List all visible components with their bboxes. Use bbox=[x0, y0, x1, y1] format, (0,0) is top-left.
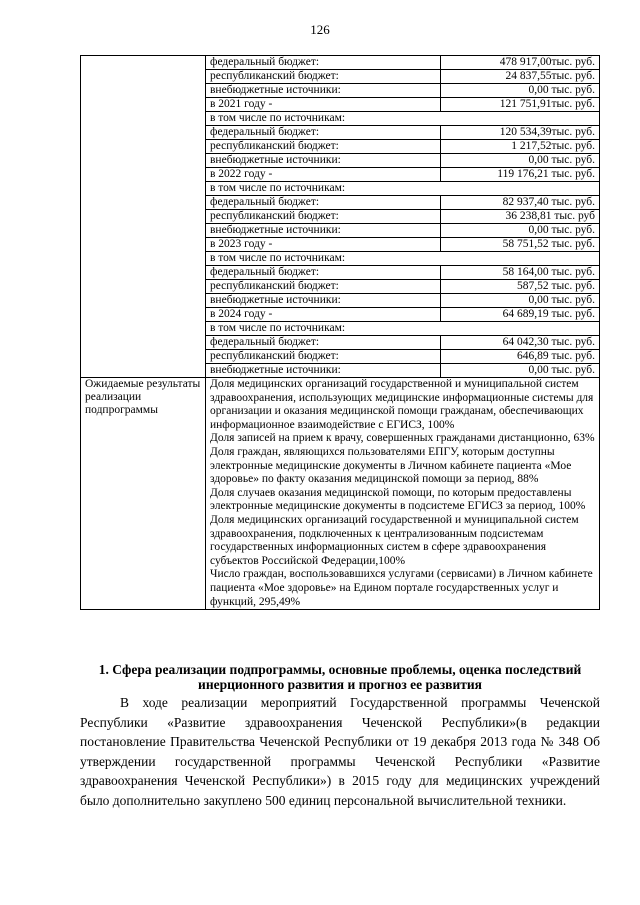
financing-amount: 82 937,40 тыс. руб. bbox=[441, 196, 600, 210]
financing-label: в 2022 году - bbox=[206, 168, 441, 182]
financing-amount: 119 176,21 тыс. руб. bbox=[441, 168, 600, 182]
financing-label: в том числе по источникам: bbox=[206, 322, 600, 336]
result-item: Доля записей на прием к врачу, совершенных гражданами дистанционно, 63% bbox=[210, 432, 595, 445]
result-item: Число граждан, воспользовавшихся услугами (сервисами) в Личном кабинете пациента «Мое здоровье» на Едином портале государственных услуг и функций, 295,49% bbox=[210, 568, 593, 608]
financing-label: республиканский бюджет: bbox=[206, 70, 441, 84]
financing-amount: 1 217,52тыс. руб. bbox=[441, 140, 600, 154]
results-row bbox=[81, 378, 600, 610]
results-content bbox=[206, 378, 600, 610]
financing-amount: 58 164,00 тыс. руб. bbox=[441, 266, 600, 280]
financing-label: республиканский бюджет: bbox=[206, 350, 441, 364]
financing-label: республиканский бюджет: bbox=[206, 140, 441, 154]
results-label: Ожидаемые результаты реализации подпрограммы bbox=[81, 378, 206, 610]
financing-amount: 36 238,81 тыс. руб bbox=[441, 210, 600, 224]
body-paragraph: В ходе реализации мероприятий Государственной программы Чеченской Республики «Развитие здравоохранения Чеченской Республики»(в редакции постановление Правительства Чеченской Республики от 19 декабря 2013 года № 348 Об утверждении государственной программы Чеченской Республики «Развитие здравоохранения Чеченской Республики») в 2015 году для медицинских учреждений было дополнительно закуплено 500 единиц персональной вычислительной техники. bbox=[80, 695, 600, 808]
financing-label: федеральный бюджет: bbox=[206, 126, 441, 140]
section-heading: 1. Сфера реализации подпрограммы, основные проблемы, оценка последствий инерционного развития и прогноз ее развития bbox=[98, 662, 582, 692]
financing-label: в том числе по источникам: bbox=[206, 252, 600, 266]
financing-amount: 646,89 тыс. руб. bbox=[441, 350, 600, 364]
financing-left-cell bbox=[81, 56, 206, 378]
financing-label: внебюджетные источники: bbox=[206, 84, 441, 98]
financing-label: внебюджетные источники: bbox=[206, 154, 441, 168]
result-item: Доля случаев оказания медицинской помощи, по которым предоставлены электронные медицинские документы в подсистеме ЕГИСЗ за период, 100% bbox=[210, 486, 586, 513]
financing-amount: 64 689,19 тыс. руб. bbox=[441, 308, 600, 322]
financing-amount: 0,00 тыс. руб. bbox=[441, 294, 600, 308]
financing-label: в 2021 году - bbox=[206, 98, 441, 112]
financing-label: федеральный бюджет: bbox=[206, 196, 441, 210]
result-item: Доля медицинских организаций государственной и муниципальной систем здравоохранения, подключенных к централизованным подсистемам государственных информационных систем в сфере здравоохранения субъектов Российской Федерации,100% bbox=[210, 513, 579, 567]
financing-table-body bbox=[81, 56, 600, 610]
financing-amount: 478 917,00тыс. руб. bbox=[441, 56, 600, 70]
financing-label: внебюджетные источники: bbox=[206, 364, 441, 378]
page-number: 126 bbox=[310, 22, 330, 37]
financing-label: в том числе по источникам: bbox=[206, 182, 600, 196]
financing-amount: 121 751,91тыс. руб. bbox=[441, 98, 600, 112]
financing-amount: 64 042,30 тыс. руб. bbox=[441, 336, 600, 350]
financing-amount: 58 751,52 тыс. руб. bbox=[441, 238, 600, 252]
financing-label: в 2024 году - bbox=[206, 308, 441, 322]
result-item: Доля граждан, являющихся пользователями ЕПГУ, которым доступны электронные медицинские документы в Личном кабинете пациента «Мое здоровье» по факту оказания медицинской помощи за период, 88% bbox=[210, 445, 572, 486]
financing-amount: 0,00 тыс. руб. bbox=[441, 224, 600, 238]
financing-label: республиканский бюджет: bbox=[206, 280, 441, 294]
financing-amount: 120 534,39тыс. руб. bbox=[441, 126, 600, 140]
financing-amount: 0,00 тыс. руб. bbox=[441, 154, 600, 168]
financing-label: внебюджетные источники: bbox=[206, 294, 441, 308]
financing-label: федеральный бюджет: bbox=[206, 266, 441, 280]
financing-label: внебюджетные источники: bbox=[206, 224, 441, 238]
financing-amount: 0,00 тыс. руб. bbox=[441, 84, 600, 98]
financing-table bbox=[80, 55, 600, 610]
financing-row bbox=[81, 56, 600, 70]
financing-amount: 587,52 тыс. руб. bbox=[441, 280, 600, 294]
financing-label: в том числе по источникам: bbox=[206, 112, 600, 126]
financing-amount: 24 837,55тыс. руб. bbox=[441, 70, 600, 84]
result-item: Доля медицинских организаций государственной и муниципальной систем здравоохранения, использующих медицинские информационные системы для организации и оказания медицинской помощи гражданам, обеспечивающих информационное взаимодействие с ЕГИСЗ, 100% bbox=[210, 378, 594, 431]
financing-label: в 2023 году - bbox=[206, 238, 441, 252]
financing-label: республиканский бюджет: bbox=[206, 210, 441, 224]
financing-label: федеральный бюджет: bbox=[206, 336, 441, 350]
financing-amount: 0,00 тыс. руб. bbox=[441, 364, 600, 378]
financing-label: федеральный бюджет: bbox=[206, 56, 441, 70]
